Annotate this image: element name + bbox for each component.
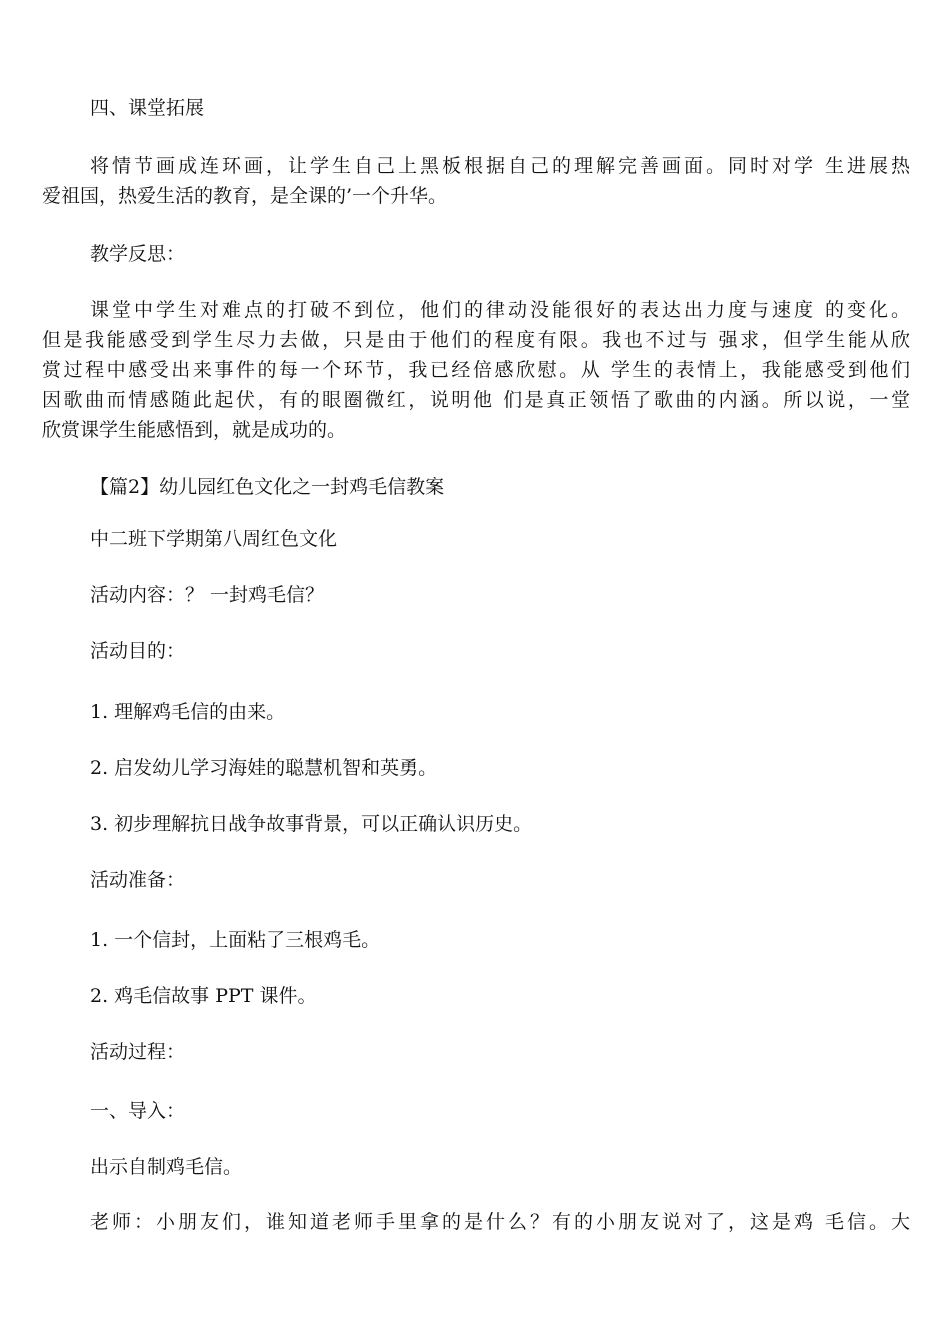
- paragraph-line: 赏过程中感受出来事件的每一个环节，我已经倍感欣慰。从 学生的表情上，我能感受到他们: [42, 359, 910, 381]
- list-item: 1. 一个信封，上面粘了三根鸡毛。: [90, 929, 381, 951]
- text-line: 活动内容：？ 一封鸡毛信？: [90, 584, 325, 606]
- paragraph-line: 但是我能感受到学生尽力去做，只是由于他们的程度有限。我也不过与 强求，但学生能从欣: [42, 329, 910, 351]
- text-line: 出示自制鸡毛信。: [90, 1156, 243, 1178]
- section-heading: 四、课堂拓展: [90, 97, 205, 119]
- section-heading: 教学反思：: [90, 243, 186, 265]
- section-heading: 活动过程：: [90, 1041, 186, 1063]
- paragraph-line: 课堂中学生对难点的打破不到位，他们的律动没能很好的表达出力度与速度 的变化。: [90, 299, 910, 321]
- article-title: 【篇2】幼儿园红色文化之一封鸡毛信教案: [90, 476, 445, 498]
- section-heading: 活动目的：: [90, 640, 186, 662]
- list-item: 2. 鸡毛信故事 PPT 课件。: [90, 985, 317, 1007]
- section-heading: 活动准备：: [90, 869, 186, 891]
- paragraph-line: 老师：小朋友们，谁知道老师手里拿的是什么？有的小朋友说对了，这是鸡 毛信。大: [90, 1211, 910, 1233]
- list-item: 2. 启发幼儿学习海娃的聪慧机智和英勇。: [90, 757, 438, 779]
- paragraph-line: 将情节画成连环画，让学生自己上黑板根据自己的理解完善画面。同时对学 生进展热: [90, 155, 910, 177]
- text-line: 中二班下学期第八周红色文化: [90, 528, 338, 550]
- paragraph-line: 欣赏课学生能感悟到，就是成功的。: [42, 419, 347, 441]
- paragraph-line: 因歌曲而情感随此起伏，有的眼圈微红，说明他 们是真正领悟了歌曲的内涵。所以说，一堂: [42, 389, 910, 411]
- paragraph-line: 爱祖国，热爱生活的教育，是全课的’一个升华。: [42, 185, 448, 207]
- list-item: 1. 理解鸡毛信的由来。: [90, 701, 286, 723]
- list-item: 3. 初步理解抗日战争故事背景，可以正确认识历史。: [90, 813, 533, 835]
- section-heading: 一、导入：: [90, 1100, 186, 1122]
